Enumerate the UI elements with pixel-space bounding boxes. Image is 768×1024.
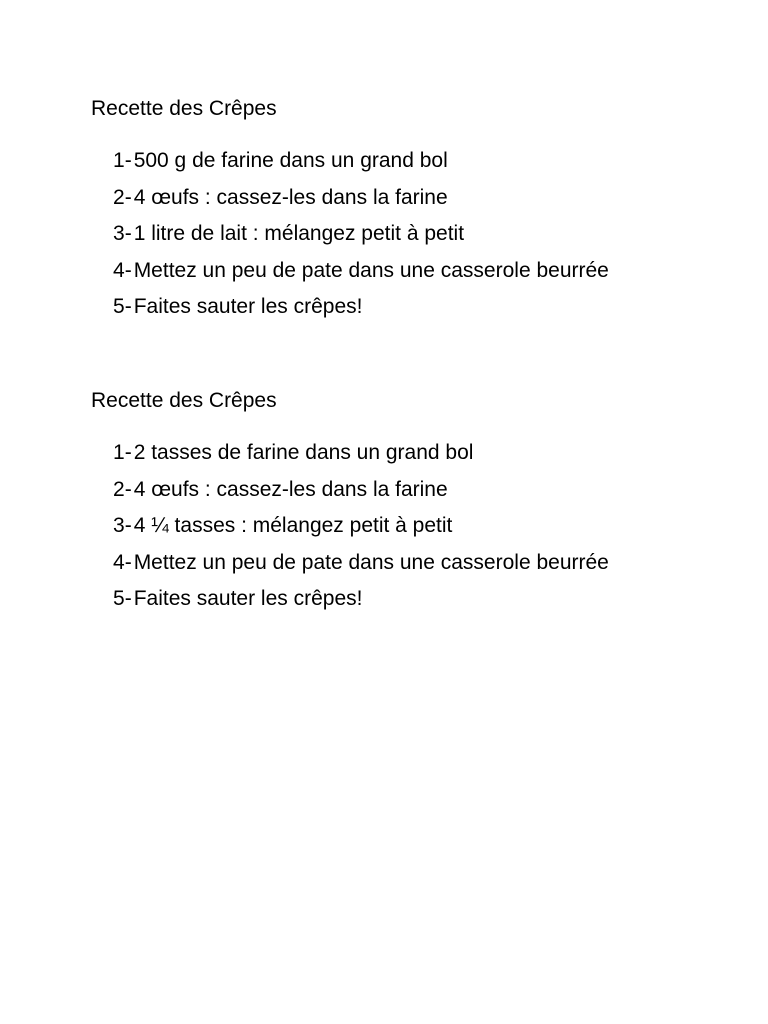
step-number: 2	[113, 477, 125, 501]
step-text: 500 g de farine dans un grand bol	[133, 149, 448, 172]
recipe-steps-list	[113, 435, 751, 618]
step-text: Mettez un peu de pate dans une casserole beurrée	[133, 258, 609, 282]
step-number: 2	[113, 185, 125, 209]
recipe-step-2: 2-4 œufs : cassez-les dans la farine	[113, 472, 751, 509]
step-number: 5	[113, 587, 125, 610]
recipe-step-1: 1-500 g de farine dans un grand bol	[113, 143, 751, 180]
step-text: Faites sauter les crêpes!	[133, 587, 363, 610]
recipe-step-4: 4-Mettez un peu de pate dans une casserole beurrée	[113, 253, 751, 290]
recipe-steps-list	[113, 143, 751, 326]
step-number: 4	[113, 550, 125, 574]
recipe-title: Recette des Crêpes	[91, 389, 277, 412]
recipe-step-3: 3-1 litre de lait : mélangez petit à petit	[113, 216, 751, 253]
step-number: 5	[113, 295, 125, 318]
step-number: 1	[113, 441, 125, 464]
step-text: 2 tasses de farine dans un grand bol	[133, 441, 474, 464]
recipe-section-metric	[91, 94, 751, 326]
step-text: 1 litre de lait : mélangez petit à petit	[133, 222, 465, 245]
recipe-section-imperial	[91, 386, 751, 618]
step-text: 4 œufs : cassez-les dans la farine	[133, 185, 448, 209]
step-text: 4 œufs : cassez-les dans la farine	[133, 477, 448, 501]
recipe-step-1: 1-2 tasses de farine dans un grand bol	[113, 435, 751, 472]
step-text: Faites sauter les crêpes!	[133, 295, 363, 318]
step-number: 3	[113, 514, 125, 537]
step-number: 3	[113, 222, 125, 245]
recipe-step-5: 5-Faites sauter les crêpes!	[113, 581, 751, 618]
recipe-step-3: 3-4 ¼ tasses : mélangez petit à petit	[113, 508, 751, 545]
step-text: 4 ¼ tasses : mélangez petit à petit	[133, 514, 453, 537]
step-number: 4	[113, 258, 125, 282]
recipe-step-5: 5-Faites sauter les crêpes!	[113, 289, 751, 326]
step-number: 1	[113, 149, 125, 172]
step-text: Mettez un peu de pate dans une casserole beurrée	[133, 550, 609, 574]
recipe-step-2: 2-4 œufs : cassez-les dans la farine	[113, 180, 751, 217]
recipe-step-4: 4-Mettez un peu de pate dans une casserole beurrée	[113, 545, 751, 582]
recipe-title: Recette des Crêpes	[91, 97, 277, 120]
